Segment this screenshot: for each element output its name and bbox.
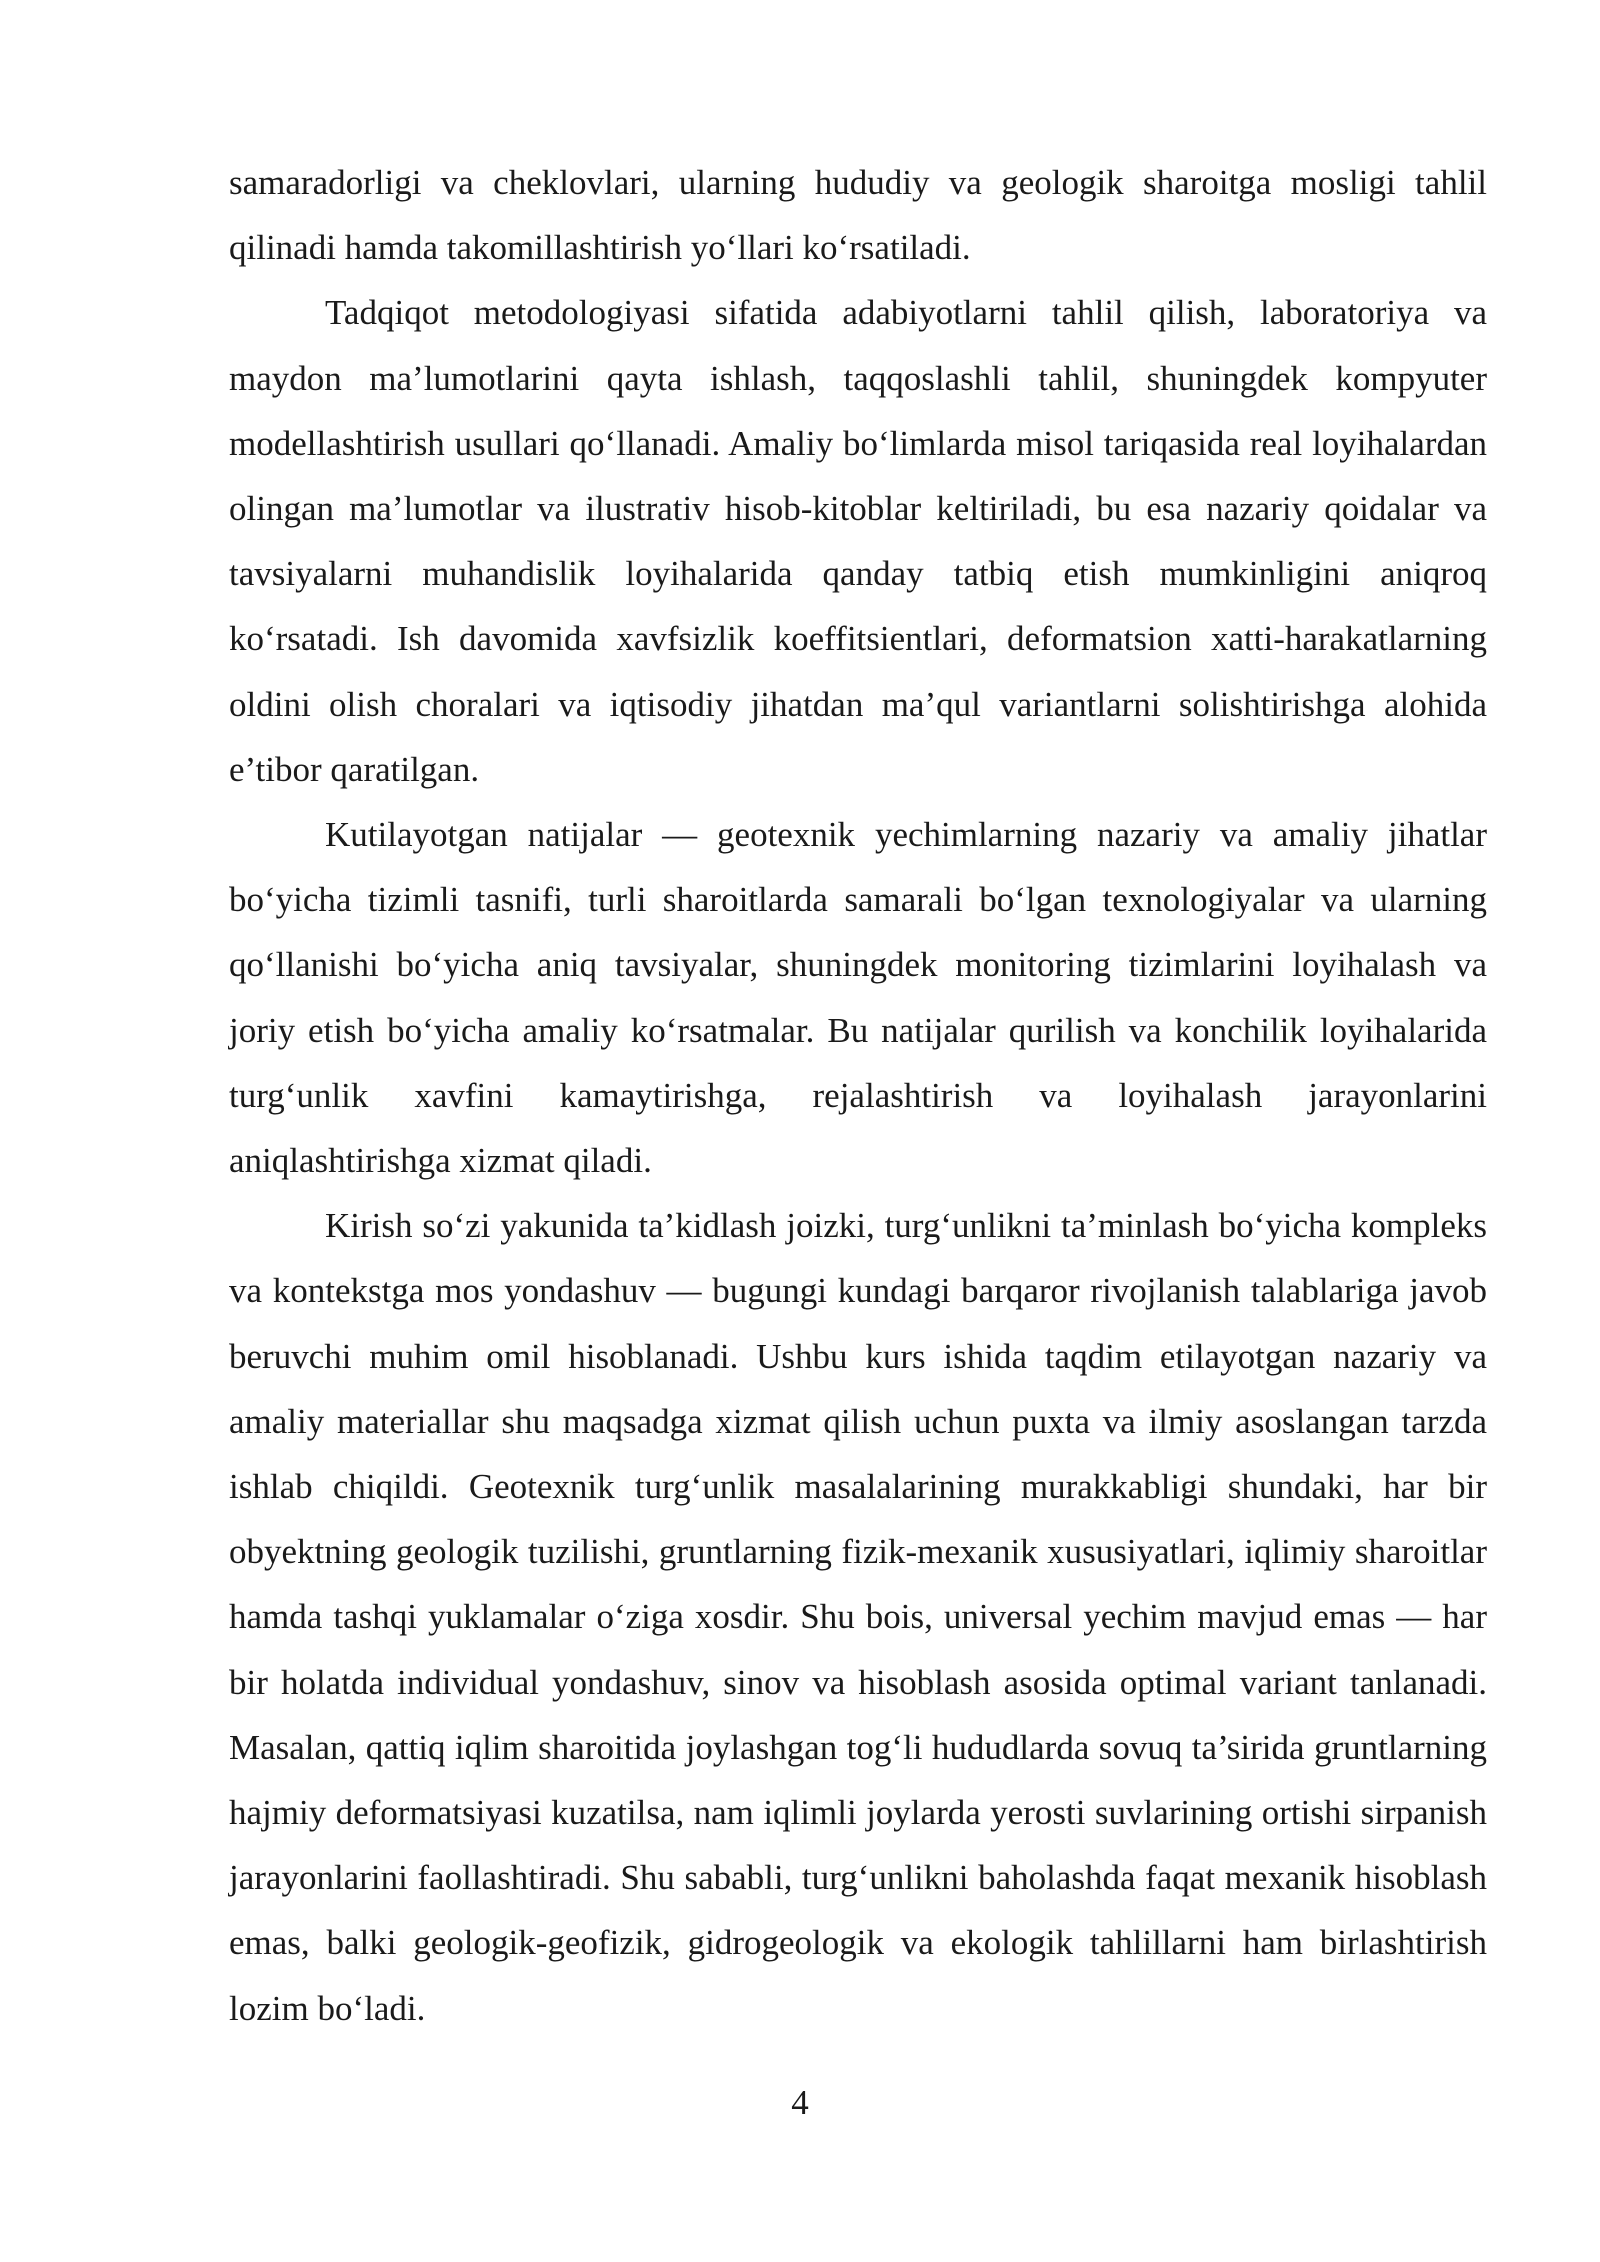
paragraph-methodology: Tadqiqot metodologiyasi sifatida adabiyotlarni tahlil qilish, laboratoriya va maydon ma’lumotlarini qayta ishlash, taqqoslashli tahlil, shuningdek kompyuter modellashtirish usullari qo‘llanadi. Amaliy bo‘limlarda misol tariqasida real loyihalardan olingan ma’lumotlar va ilustrativ hisob-kitoblar keltiriladi, bu esa nazariy qoidalar va tavsiyalarni muhandislik loyihalarida qanday tatbiq etish mumkinligini aniqroq ko‘rsatadi. Ish davomida xavfsizlik koeffitsientlari, deformatsion xatti-harakatlarning oldini olish choralari va iqtisodiy jihatdan ma’qul variantlarni solishtirishga alohida e’tibor qaratilgan. bbox=[229, 293, 1487, 789]
paragraph-expected-results: Kutilayotgan natijalar — geotexnik yechimlarning nazariy va amaliy jihatlar bo‘yicha tizimli tasnifi, turli sharoitlarda samarali bo‘lgan texnologiyalar va ularning qo‘llanishi bo‘yicha aniq tavsiyalar, shuningdek monitoring tizimlarini loyihalash va joriy etish bo‘yicha amaliy ko‘rsatmalar. Bu natijalar qurilish va konchilik loyihalarida turg‘unlik xavfini kamaytirishga, rejalashtirish va loyihalash jarayonlarini aniqlashtirishga xizmat qiladi. bbox=[229, 815, 1487, 1181]
paragraph-continued: samaradorligi va cheklovlari, ularning hududiy va geologik sharoitga mosligi tahlil qilinadi hamda takomillashtirish yo‘llari ko‘rsatiladi. bbox=[229, 163, 1487, 268]
page-number: 4 bbox=[791, 2083, 809, 2122]
paragraph-conclusion: Kirish so‘zi yakunida ta’kidlash joizki, turg‘unlikni ta’minlash bo‘yicha kompleks va kontekstga mos yondashuv — bugungi kundagi barqaror rivojlanish talablariga javob beruvchi muhim omil hisoblanadi. Ushbu kurs ishida taqdim etilayotgan nazariy va amaliy materiallar shu maqsadga xizmat qilish uchun puxta va ilmiy asoslangan tarzda ishlab chiqildi. Geotexnik turg‘unlik masalalarining murakkabligi shundaki, har bir obyektning geologik tuzilishi, gruntlarning fizik-mexanik xususiyatlari, iqlimiy sharoitlar hamda tashqi yuklamalar o‘ziga xosdir. Shu bois, universal yechim mavjud emas — har bir holatda individual yondashuv, sinov va hisoblash asosida optimal variant tanlanadi. Masalan, qattiq iqlim sharoitida joylashgan tog‘li hududlarda sovuq ta’sirida gruntlarning hajmiy deformatsiyasi kuzatilsa, nam iqlimli joylarda yerosti suvlarining ortishi sirpanish jarayonlarini faollashtiradi. Shu sababli, turg‘unlikni baholashda faqat mexanik hisoblash emas, balki geologik-geofizik, gidrogeologik va ekologik tahlillarni ham birlashtirish lozim bo‘ladi. bbox=[229, 1206, 1487, 2028]
body-text bbox=[229, 150, 1487, 2041]
